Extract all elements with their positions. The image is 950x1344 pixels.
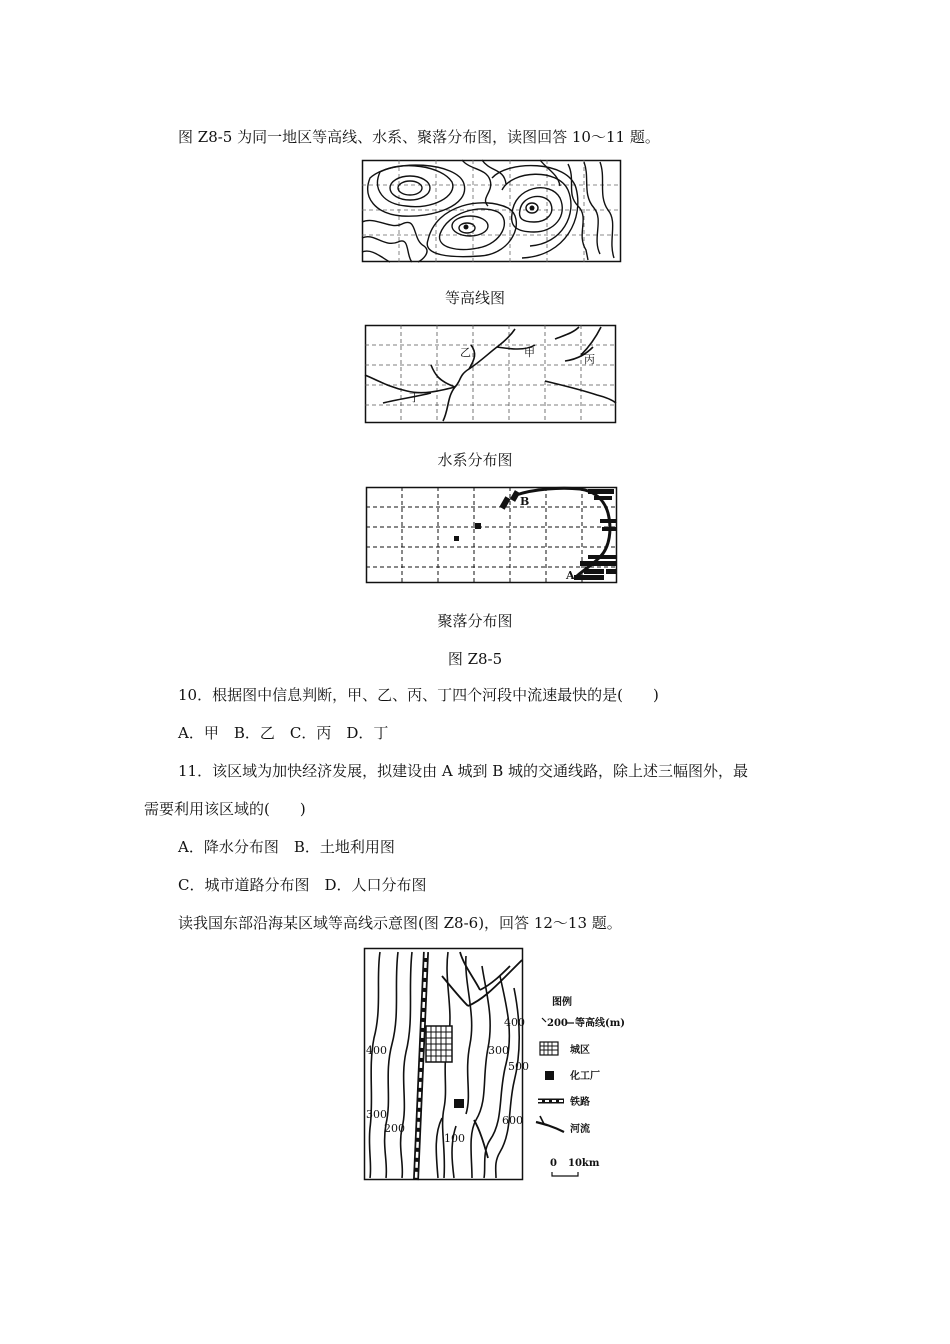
legend-scale-zero: 0 <box>550 1158 557 1169</box>
contour-label-500: 500 <box>508 1060 529 1073</box>
legend-scale-value: 10km <box>568 1158 600 1169</box>
river-map-caption: 水系分布图 <box>437 451 513 469</box>
label-b: B <box>520 495 530 508</box>
coastal-contour-map <box>364 948 626 1182</box>
contour-label-400-west: 400 <box>366 1044 387 1057</box>
contour-label-600: 600 <box>502 1114 523 1127</box>
legend-contour-sample: 200 <box>547 1018 568 1029</box>
question-11-stem-line2: 需要利用该区域的( ) <box>144 800 306 818</box>
question-10-stem: 10．根据图中信息判断，甲、乙、丙、丁四个河段中流速最快的是( ) <box>178 686 659 704</box>
contour-label-200: 200 <box>384 1122 405 1135</box>
figure-caption: 图 Z8-5 <box>447 650 503 668</box>
legend-urban: 城区 <box>570 1045 590 1056</box>
intro-text-2: 读我国东部沿海某区域等高线示意图(图 Z8-6)，回答 12～13 题。 <box>178 914 622 932</box>
legend-title: 图例 <box>552 997 572 1008</box>
contour-map-1 <box>362 160 622 262</box>
intro-text-1: 图 Z8-5 为同一地区等高线、水系、聚落分布图，读图回答 10～11 题。 <box>178 128 660 146</box>
map-legend <box>536 995 625 1176</box>
contour-label-300-west: 300 <box>366 1108 387 1121</box>
label-bing: 丙 <box>584 353 595 366</box>
river-system-map <box>365 325 617 423</box>
question-11-options-1: A．降水分布图 B．土地利用图 <box>178 838 395 856</box>
settlement-map-caption: 聚落分布图 <box>437 612 513 630</box>
contour-label-300-east: 300 <box>488 1044 509 1057</box>
label-jia: 甲 <box>524 346 535 359</box>
question-11-stem-line1: 11．该区域为加快经济发展，拟建设由 A 城到 B 城的交通线路，除上述三幅图外，最 <box>178 762 749 780</box>
legend-chemical: 化工厂 <box>570 1071 600 1082</box>
label-yi: 乙 <box>460 346 471 359</box>
contour-map-caption: 等高线图 <box>444 289 505 307</box>
label-a: A <box>566 569 575 582</box>
question-10-options: A．甲 B．乙 C．丙 D．丁 <box>178 724 389 742</box>
legend-railway: 铁路 <box>570 1097 590 1108</box>
legend-contour-label: 等高线(m) <box>575 1018 626 1029</box>
label-ding: 丁 <box>409 391 420 404</box>
settlement-map <box>366 487 618 583</box>
contour-label-400-east: 400 <box>504 1016 525 1029</box>
question-11-options-2: C．城市道路分布图 D．人口分布图 <box>178 876 427 894</box>
contour-label-100: 100 <box>444 1132 465 1145</box>
legend-river: 河流 <box>570 1124 590 1135</box>
